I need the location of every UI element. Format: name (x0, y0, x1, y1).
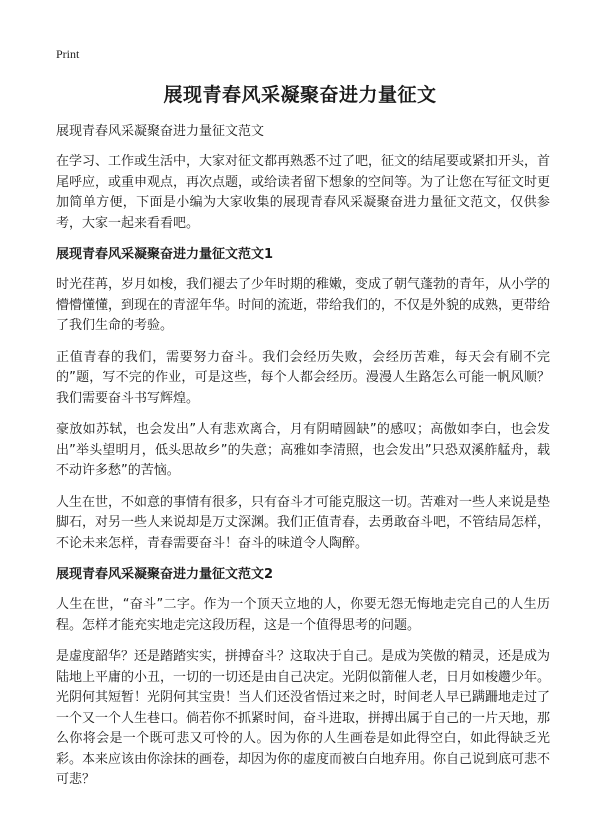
section-2-paragraph-1: 人生在世，“奋斗”二字。作为一个顶天立地的人，你要无怨无悔地走完自己的人生历程。怎样才能充实地走完这段历程，这是一个值得思考的问题。 (56, 597, 550, 633)
document-title: 展现青春风采凝聚奋进力量征文 (163, 84, 437, 106)
section-heading-2: 展现青春风采凝聚奋进力量征文范文2 (56, 567, 274, 582)
document-subtitle: 展现青春风采凝聚奋进力量征文范文 (56, 124, 265, 139)
section-1-paragraph-4: 人生在世，不如意的事情有很多，只有奋斗才可能克服这一切。苦难对一些人来说是垫脚石，对另一些人来说却是万丈深渊。我们正值青春，去勇敢奋斗吧，不管结局怎样，不论未来怎样，青春需要奋斗！奋斗的味道令人陶醉。 (56, 494, 551, 551)
section-heading-1: 展现青春风采凝聚奋进力量征文范文1 (56, 247, 274, 262)
section-2-paragraph-2: 是虚度韶华？还是踏踏实实，拼搏奋斗？这取决于自己。是成为笑傲的精灵，还是成为陆地上平庸的小丑，一切的一切还是由自己决定。光阴似箭催人老，日月如梭趱少年。光阴何其短暂！光阴何其宝贵！当人们还没省悟过来之时，时间老人早已蹒跚地走过了一个又一个人生巷口。倘若你不抓紧时间，奋斗进取，拼搏出属于自己的一片天地，那么你将会是一个既可悲又可怜的人。因为你的人生画卷是如此得空白，如此得缺乏光彩。本来应该由你涂抹的画卷，却因为你的虚度而被白白地弃用。你自己说到底可悲不可悲？ (56, 649, 551, 787)
document-body (56, 122, 550, 802)
print-label[interactable]: Print (56, 47, 80, 61)
section-1-paragraph-1: 时光荏苒，岁月如梭，我们褪去了少年时期的稚嫩，变成了朝气蓬勃的青年，从小学的懵懵懂懂，到现在的青涩年华。时间的流逝，带给我们的，不仅是外貌的成熟，更带给了我们生命的考验。 (56, 277, 551, 333)
section-1-paragraph-2: 正值青春的我们，需要努力奋斗。我们会经历失败，会经历苦难，每天会有刷不完的”题，写不完的作业，可是这些，每个人都会经历。漫漫人生路怎么可能一帆风顺？我们需要奋斗书写辉煌。 (56, 349, 550, 406)
section-1-paragraph-3: 豪放如苏轼，也会发出”人有悲欢离合，月有阴晴圆缺”的感叹；高傲如李白，也会发出”举头望明月，低头思故乡”的失意；高雅如李清照，也会发出”只恐双溪舴艋舟，载不动许多愁”的苦恼。 (56, 422, 550, 478)
intro-paragraph: 在学习、工作或生活中，大家对征文都再熟悉不过了吧，征文的结尾要或紧扣开头，首尾呼应，或重申观点，再次点题，或给读者留下想象的空间等。为了让您在写征文时更加简单方便，下面是小编为大家收集的展现青春风采凝聚奋进力量征文范文，仅供参考，大家一起来看看吧。 (56, 154, 551, 231)
